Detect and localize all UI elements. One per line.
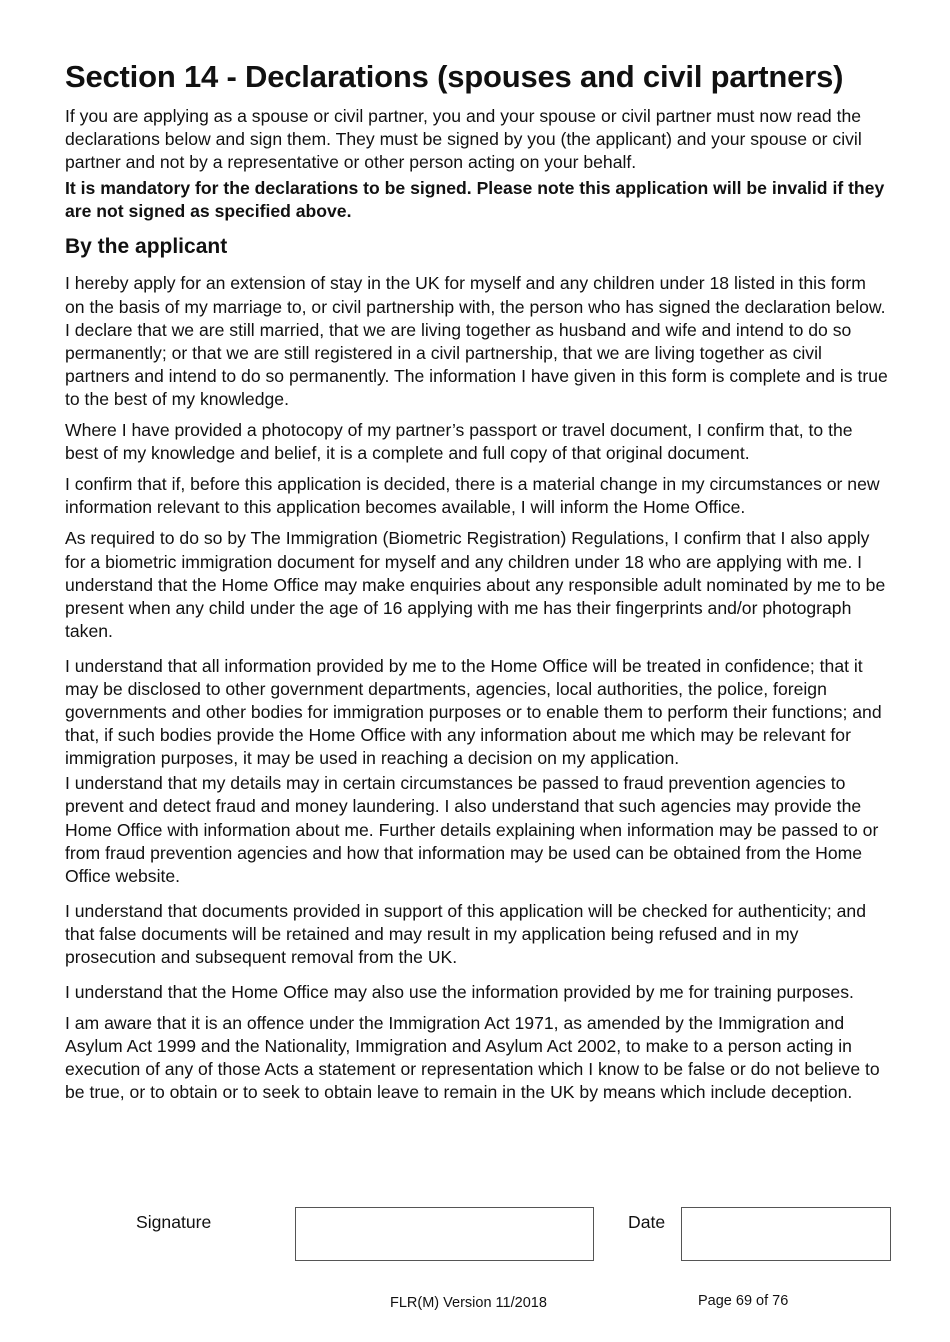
declaration-paragraph: I confirm that if, before this application is decided, there is a material change in my circumstances or new information relevant to this application becomes available, I will inform the Home Office. [65, 474, 880, 518]
date-label: Date [628, 1212, 666, 1232]
section-title: Section 14 - Declarations (spouses and civil partners) [65, 59, 844, 94]
declaration-paragraph: I am aware that it is an offence under the Immigration Act 1971, as amended by the Immigration and Asylum Act 1999 and the Nationality, Immigration and Asylum Act 2002, to make to a person acting in execution of any of those Acts a statement or representation which I know to be false or do not believe to be true, or to obtain or to seek to obtain leave to remain in the UK by means which include deception. [65, 1013, 880, 1103]
declaration-paragraph: I understand that my details may in certain circumstances be passed to fraud prevention agencies to prevent and detect fraud and money laundering. I also understand that such agencies may provide the Home Office with information about me. Further details explaining when information may be passed to or from fraud prevention agencies and how that information may be used can be obtained from the Home Office website. [65, 773, 879, 886]
date-field[interactable] [681, 1207, 891, 1261]
declaration-paragraph: Where I have provided a photocopy of my partner’s passport or travel document, I confirm that, to the best of my knowledge and belief, it is a complete and full copy of that original document. [65, 420, 853, 464]
intro-paragraph: If you are applying as a spouse or civil partner, you and your spouse or civil partner must now read the declarations below and sign them. They must be signed by you (the applicant) and your spouse or civil partner and not by a representative or other person acting on your behalf. [65, 106, 862, 173]
form-version: FLR(M) Version 11/2018 [390, 1295, 547, 1311]
declaration-paragraph: As required to do so by The Immigration (Biometric Registration) Regulations, I confirm that I also apply for a biometric immigration document for myself and any children under 18 who are applying with me. I understand that the Home Office may make enquiries about any responsible adult nominated by me to be present when any child under the age of 16 applying with me has their fingerprints and/or photograph taken. [65, 528, 886, 641]
applicant-heading: By the applicant [65, 235, 228, 259]
signature-field[interactable] [295, 1207, 594, 1261]
signature-label: Signature [136, 1212, 212, 1232]
signature-row [0, 1207, 950, 1263]
declarations-section [65, 58, 890, 1113]
declaration-paragraph: I hereby apply for an extension of stay in the UK for myself and any children under 18 listed in this form on the basis of my marriage to, or civil partnership with, the person who has signed the declaration below. I declare that we are still married, that we are living together as husband and wife and intend to do so permanently; or that we are still registered in a civil partnership, that we are living together as civil partners and intend to do so permanently. The information I have given in this form is complete and is true to the best of my knowledge. [65, 273, 888, 409]
declaration-paragraph: I understand that documents provided in support of this application will be checked for authenticity; and that false documents will be retained and may result in my application being refused and in my prosecution and subsequent removal from the UK. [65, 900, 866, 967]
declaration-paragraph: I understand that the Home Office may also use the information provided by me for training purposes. [65, 982, 854, 1003]
page-number: Page 69 of 76 [698, 1293, 789, 1309]
declaration-paragraph: I understand that all information provided by me to the Home Office will be treated in confidence; that it may be disclosed to other government departments, agencies, local authorities, the police, foreign governments and other bodies for immigration purposes or to enable them to perform their functions; and that, if such bodies provide the Home Office with any information about me which may be relevant for immigration purposes, it may be used in reaching a decision on my application. [65, 655, 882, 769]
mandatory-note: It is mandatory for the declarations to be signed. Please note this application will be invalid if they are not signed as specified above. [65, 178, 885, 222]
